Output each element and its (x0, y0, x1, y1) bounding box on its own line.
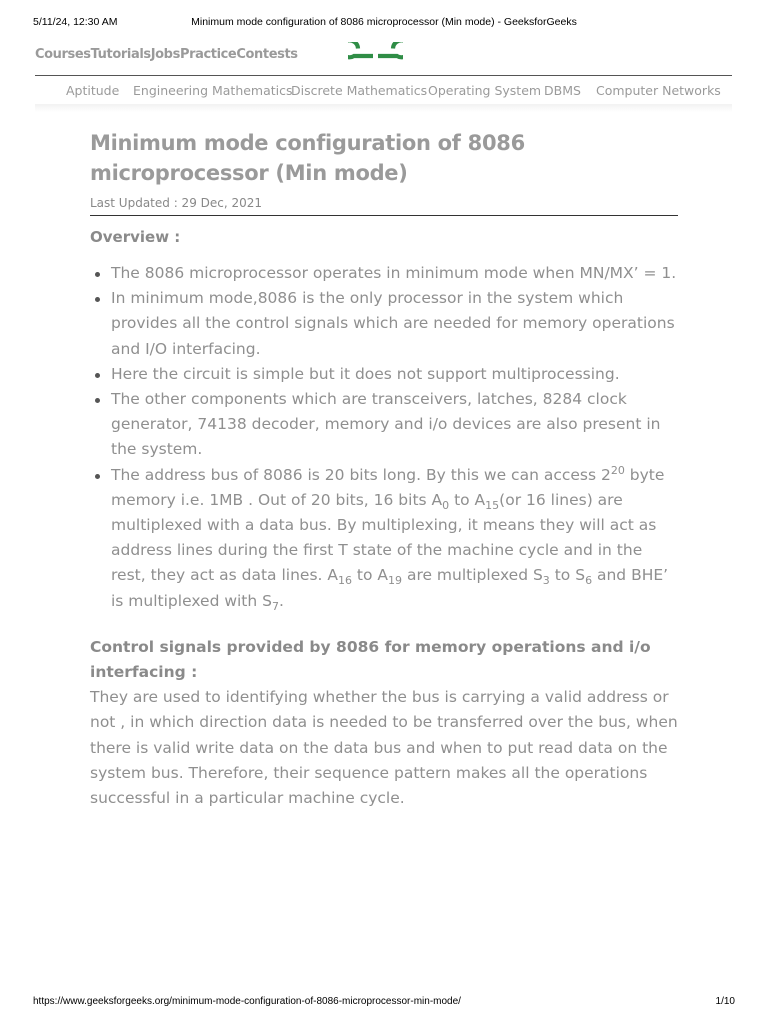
nav-practice[interactable]: Practice (179, 47, 237, 62)
control-signals-paragraph: They are used to identifying whether the bus is carrying a valid address or not , in which direction data is needed to be transferred over the bus, when there is valid write data on the data bus and when to put read data on the system bus. Therefore, their sequence pattern makes all the operations successful in a particular machine cycle. (90, 688, 678, 808)
print-date: 5/11/24, 12:30 AM (33, 16, 118, 28)
list-item: The other components which are transceivers, latches, 8284 clock generator, 74138 decoder, memory and i/o devices are also present in the system. (110, 387, 680, 463)
subscript: 7 (271, 599, 279, 613)
overview-heading: Overview : (90, 228, 181, 246)
subscript: 3 (542, 574, 550, 588)
article-title-line-1: Minimum mode configuration of 8086 (90, 131, 525, 155)
category-discrete-mathematics[interactable]: Discrete Mathematics (291, 83, 428, 98)
nav-jobs[interactable]: Jobs (150, 47, 180, 62)
address-bus-text: to S (549, 566, 586, 585)
print-url: https://www.geeksforgeeks.org/minimum-mode-configuration-of-8086-microprocessor-min-mode/ (33, 996, 461, 1007)
nav-courses[interactable]: Courses (35, 47, 91, 62)
address-bus-text: are multiplexed S (402, 566, 543, 585)
list-item (110, 463, 680, 614)
address-bus-text: . (278, 591, 284, 610)
list-item: Here the circuit is simple but it does not support multiprocessing. (110, 362, 680, 387)
subscript: 6 (585, 574, 593, 588)
address-bus-text: and BHE’ is multiplexed with S (111, 566, 669, 610)
category-operating-system[interactable]: Operating System (428, 83, 542, 98)
geeksforgeeks-logo-icon[interactable] (348, 42, 403, 70)
superscript: 20 (610, 463, 625, 477)
overview-list (90, 261, 680, 614)
category-dbms[interactable]: DBMS (544, 83, 581, 98)
address-bus-text: to A (351, 566, 389, 585)
article-title-line-2: microprocessor (Min mode) (90, 161, 408, 185)
address-bus-text: (or 16 lines) are multiplexed with a data bus. By multiplexing, it means they will act as address lines during the first T state of the machine cycle and in the rest, they act as data lines. A (111, 490, 657, 585)
subscript: 19 (388, 574, 403, 588)
category-nav (66, 80, 728, 102)
list-item: In minimum mode,8086 is the only processor in the system which provides all the control signals which are needed for memory operations and I/O interfacing. (110, 286, 680, 362)
list-item: The 8086 microprocessor operates in minimum mode when MN/MX’ = 1. (110, 261, 680, 286)
subscript: 15 (485, 498, 500, 512)
print-page-title: Minimum mode configuration of 8086 microprocessor (Min mode) - GeeksforGeeks (191, 16, 577, 28)
print-header (33, 16, 735, 30)
page-number: 1/10 (715, 996, 735, 1007)
category-computer-networks[interactable]: Computer Networks (596, 83, 721, 98)
nav-contests[interactable]: Contests (236, 47, 298, 62)
site-header (35, 40, 732, 76)
address-bus-text: to A (449, 490, 486, 509)
article-title (90, 128, 680, 188)
top-nav (35, 47, 298, 62)
article (90, 128, 680, 811)
control-signals-heading: Control signals provided by 8086 for memory operations and i/o interfacing : (90, 637, 651, 682)
address-bus-text: The address bus of 8086 is 20 bits long. By this we can access 2 (111, 465, 611, 484)
subscript: 16 (337, 574, 352, 588)
category-engineering-mathematics[interactable]: Engineering Mathematics (133, 83, 293, 98)
print-footer (33, 996, 735, 1010)
nav-divider (35, 104, 732, 112)
category-aptitude[interactable]: Aptitude (66, 83, 120, 98)
subscript: 0 (442, 498, 450, 512)
address-bus-text: byte memory i.e. 1MB . Out of 20 bits, 16 bits A (111, 465, 665, 509)
last-updated: Last Updated : 29 Dec, 2021 (90, 196, 678, 216)
nav-tutorials[interactable]: Tutorials (90, 47, 151, 62)
